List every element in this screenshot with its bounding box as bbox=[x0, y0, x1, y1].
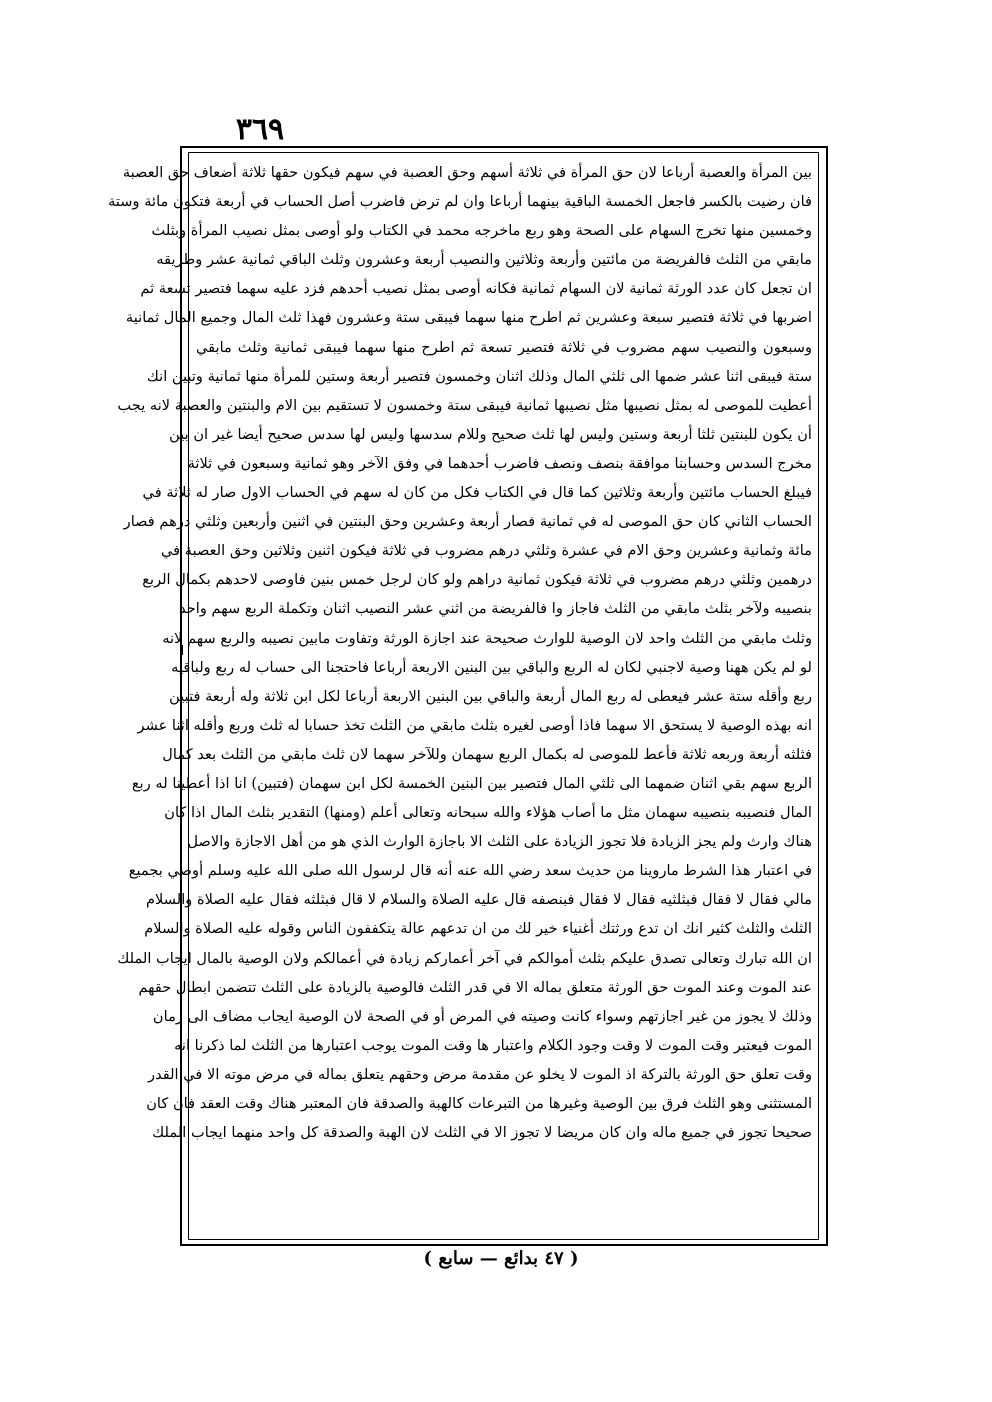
text-line: فثلثه أربعة وربعه ثلاثة فأعط للموصى له بكمال الربع سهمان وللآخر سهما لان ثلث مابقي من الثلث بعد كمال bbox=[162, 745, 812, 763]
text-line: وسبعون والنصيب سهم مضروب في ثلاثة فتصير تسعة ثم اطرح منها سهما فيبقى ثمانية وثلث مابقي bbox=[196, 338, 812, 356]
text-line: عند الموت وعند الموت حق الورثة متعلق بماله الا في قدر الثلث فالوصية بالزيادة على الثلث تتضمن ابطال حقهم bbox=[138, 978, 812, 996]
text-line: لو لم يكن ههنا وصية لاجنبي لكان له الربع والباقي بين البنين الاربعة أرباعا فاحتجنا الى حساب له ربع ولباقيه bbox=[171, 658, 812, 676]
text-line: الثلث والثلث كثير انك ان تدع ورثتك أغنياء خير لك من ان تدعهم عالة يتكففون الناس وقوله عليه الصلاة والسلام bbox=[144, 920, 812, 938]
text-line: أعطيت للموصى له بمثل نصيبها مثل نصيبها ثمانية فيبقى ستة وخمسون لا تستقيم بين الام والبنتين والعصبة لانه يجب bbox=[117, 396, 812, 414]
text-line: مالي فقال لا فقال فبثلثيه فقال لا فقال فبنصفه قال عليه الصلاة والسلام لا قال فبثلثه فقال عليه الصلاة والسلام bbox=[146, 891, 812, 909]
text-line: أن يكون للبنتين ثلثا أربعة وستين وليس لها ثلث صحيح وللام سدسها وليس لها سدس صحيح أيضا غير ان بين bbox=[169, 425, 812, 443]
text-line: مخرج السدس وحسابنا موافقة بنصف ونصف فاضرب أحدهما في وفق الآخر وهو ثمانية وسبعون في ثلاثة bbox=[187, 454, 812, 472]
text-line: وقت تعلق حق الورثة بالتركة اذ الموت لا يخلو عن مقدمة مرض وحقهم يتعلق بماله في مرض موته الا في القدر bbox=[148, 1065, 812, 1083]
text-line: فيبلغ الحساب مائتين وأربعة وثلاثين كما قال في الكتاب فكل من كان له سهم في الحساب الاول صار له ثلاثة في bbox=[142, 484, 812, 502]
footer-label: ( ٤٧ بدائع — سابع ) bbox=[423, 1248, 579, 1269]
text-line: فان رضيت بالكسر فاجعل الخمسة الباقية بينهما أرباعا وان لم ترض فاضرب أصل الحساب في أربعة فتكون مائة وستة bbox=[108, 193, 812, 211]
text-line: ستة فيبقى اثنا عشر ضمها الى ثلثي المال وذلك اثنان وخمسون فتصير أربعة وستين للمرأة منها ثمانية وتبين انك bbox=[146, 367, 812, 385]
text-line: بين المرأة والعصبة أرباعا لان حق المرأة في ثلاثة أسهم وحق العصبة في سهم فيكون حقها ثلاثة أضعاف حق العصبة bbox=[122, 164, 812, 181]
text-line: بنصيبه ولآخر بثلث مابقي من الثلث فاجاز وا فالفريضة من اثني عشر النصيب اثنان وتكملة الربع سهم واحد bbox=[179, 600, 812, 618]
text-line: وذلك لا يجوز من غير اجازتهم وسواء كانت وصيته في المرض أو في الصحة لان الوصية ايجاب مضاف الى زمان bbox=[152, 1007, 812, 1025]
text-line: الموت فيعتبر وقت الموت لا وقت وجود الكلام واعتبار ها وقت الموت يوجب اعتبارها من الثلث لما ذكرنا انه bbox=[174, 1036, 812, 1054]
text-line: مائة وثمانية وعشرين وحق الام في عشرة وثلثي درهم مضروب في ثلاثة فيكون اثنين وثلاثين وحق العصبة في bbox=[160, 542, 812, 560]
text-line: في اعتبار هذا الشرط ماروينا من حديث سعد رضي الله عنه أنه قال لرسول الله صلى الله عليه وسلم أوصي بجميع bbox=[128, 862, 812, 880]
text-line: صحيحا تجوز في جميع ماله وان كان مريضا لا تجوز الا في الثلث لان الهبة والصدقة كل واحد منهما ايجاب الملك bbox=[152, 1124, 812, 1142]
text-body bbox=[108, 158, 812, 1236]
text-line: وثلث مابقي من الثلث واحد لان الوصية للوارث صحيحة عند اجازة الورثة وتفاوت مابين نصيبه والربع سهم لانه bbox=[162, 629, 812, 647]
text-line: المال فنصيبه بنصيبه سهمان مثل ما أصاب هؤلاء والله سبحانه وتعالى أعلم (ومنها) التقدير بثلث المال اذا كان bbox=[164, 804, 812, 822]
text-line: مابقي من الثلث فالفريضة من مائتين وأربعة وثلاثين والنصيب أربعة وعشرون وثلث الباقي ثمانية عشر وطريقه bbox=[156, 251, 812, 269]
text-line: درهمين وثلثي درهم مضروب في ثلاثة فيكون ثمانية دراهم ولو كان لرجل خمس بنين فاوصى لاحدهم بكمال الربع bbox=[142, 571, 812, 589]
text-line: هناك وارث ولم يجز الزيادة فلا تجوز الزيادة على الثلث الا باجازة الوارث الذي هو من أهل الاجازة والاصل bbox=[187, 833, 812, 851]
text-line: المستثنى وهو الثلث فرق بين الوصية وغيرها من التبرعات كالهبة والصدقة فان المعتبر هناك وقت العقد فان كان bbox=[146, 1095, 812, 1112]
text-line: ربع وأقله ستة عشر فيعطى له ربع المال أربعة والباقي بين البنين الاربعة أرباعا لكل ابن ثلاثة وله أربعة فتبين bbox=[169, 687, 812, 705]
text-line: ان الله تبارك وتعالى تصدق عليكم بثلث أموالكم في آخر أعماركم زيادة في أعمالكم ولان الوصية بالمال ايجاب الملك bbox=[117, 949, 812, 967]
page-number: ٣٦٩ bbox=[235, 112, 285, 147]
text-line: الحساب الثاني كان حق الموصى له في ثمانية فصار أربعة وعشرين وحق البنتين في اثنين وأربعين وثلثي درهم فصار bbox=[123, 513, 812, 531]
text-line: ان تجعل كان عدد الورثة ثمانية لان السهام ثمانية فكانه أوصى بمثل نصيب أحدهم فزد عليه سهما فتصير تسعة ثم bbox=[140, 280, 812, 298]
text-line: وخمسين منها تخرج السهام على الصحة وهو ربع ماخرجه محمد في الكتاب ولو أوصى بمثل نصيب المرأة وبثلث bbox=[151, 222, 812, 240]
text-line: اضربها في ثلاثة فتصير سبعة وعشرين ثم اطرح منها سهما فيبقى ستة وعشرون فهذا ثلث المال وجميع المال ثمانية bbox=[125, 309, 812, 327]
text-line: انه بهذه الوصية لا يستحق الا سهما فاذا أوصى لغيره بثلث مابقي من الثلث تخذ حسابا له ثلث وربع وأقله اثنا عشر bbox=[137, 716, 812, 734]
text-line: الربع سهم بقي اثنان ضمهما الى ثلثي المال فتصير بين البنين الخمسة لكل ابن سهمان (فتبين) انا اذا أعطينا له ربع bbox=[131, 774, 812, 792]
